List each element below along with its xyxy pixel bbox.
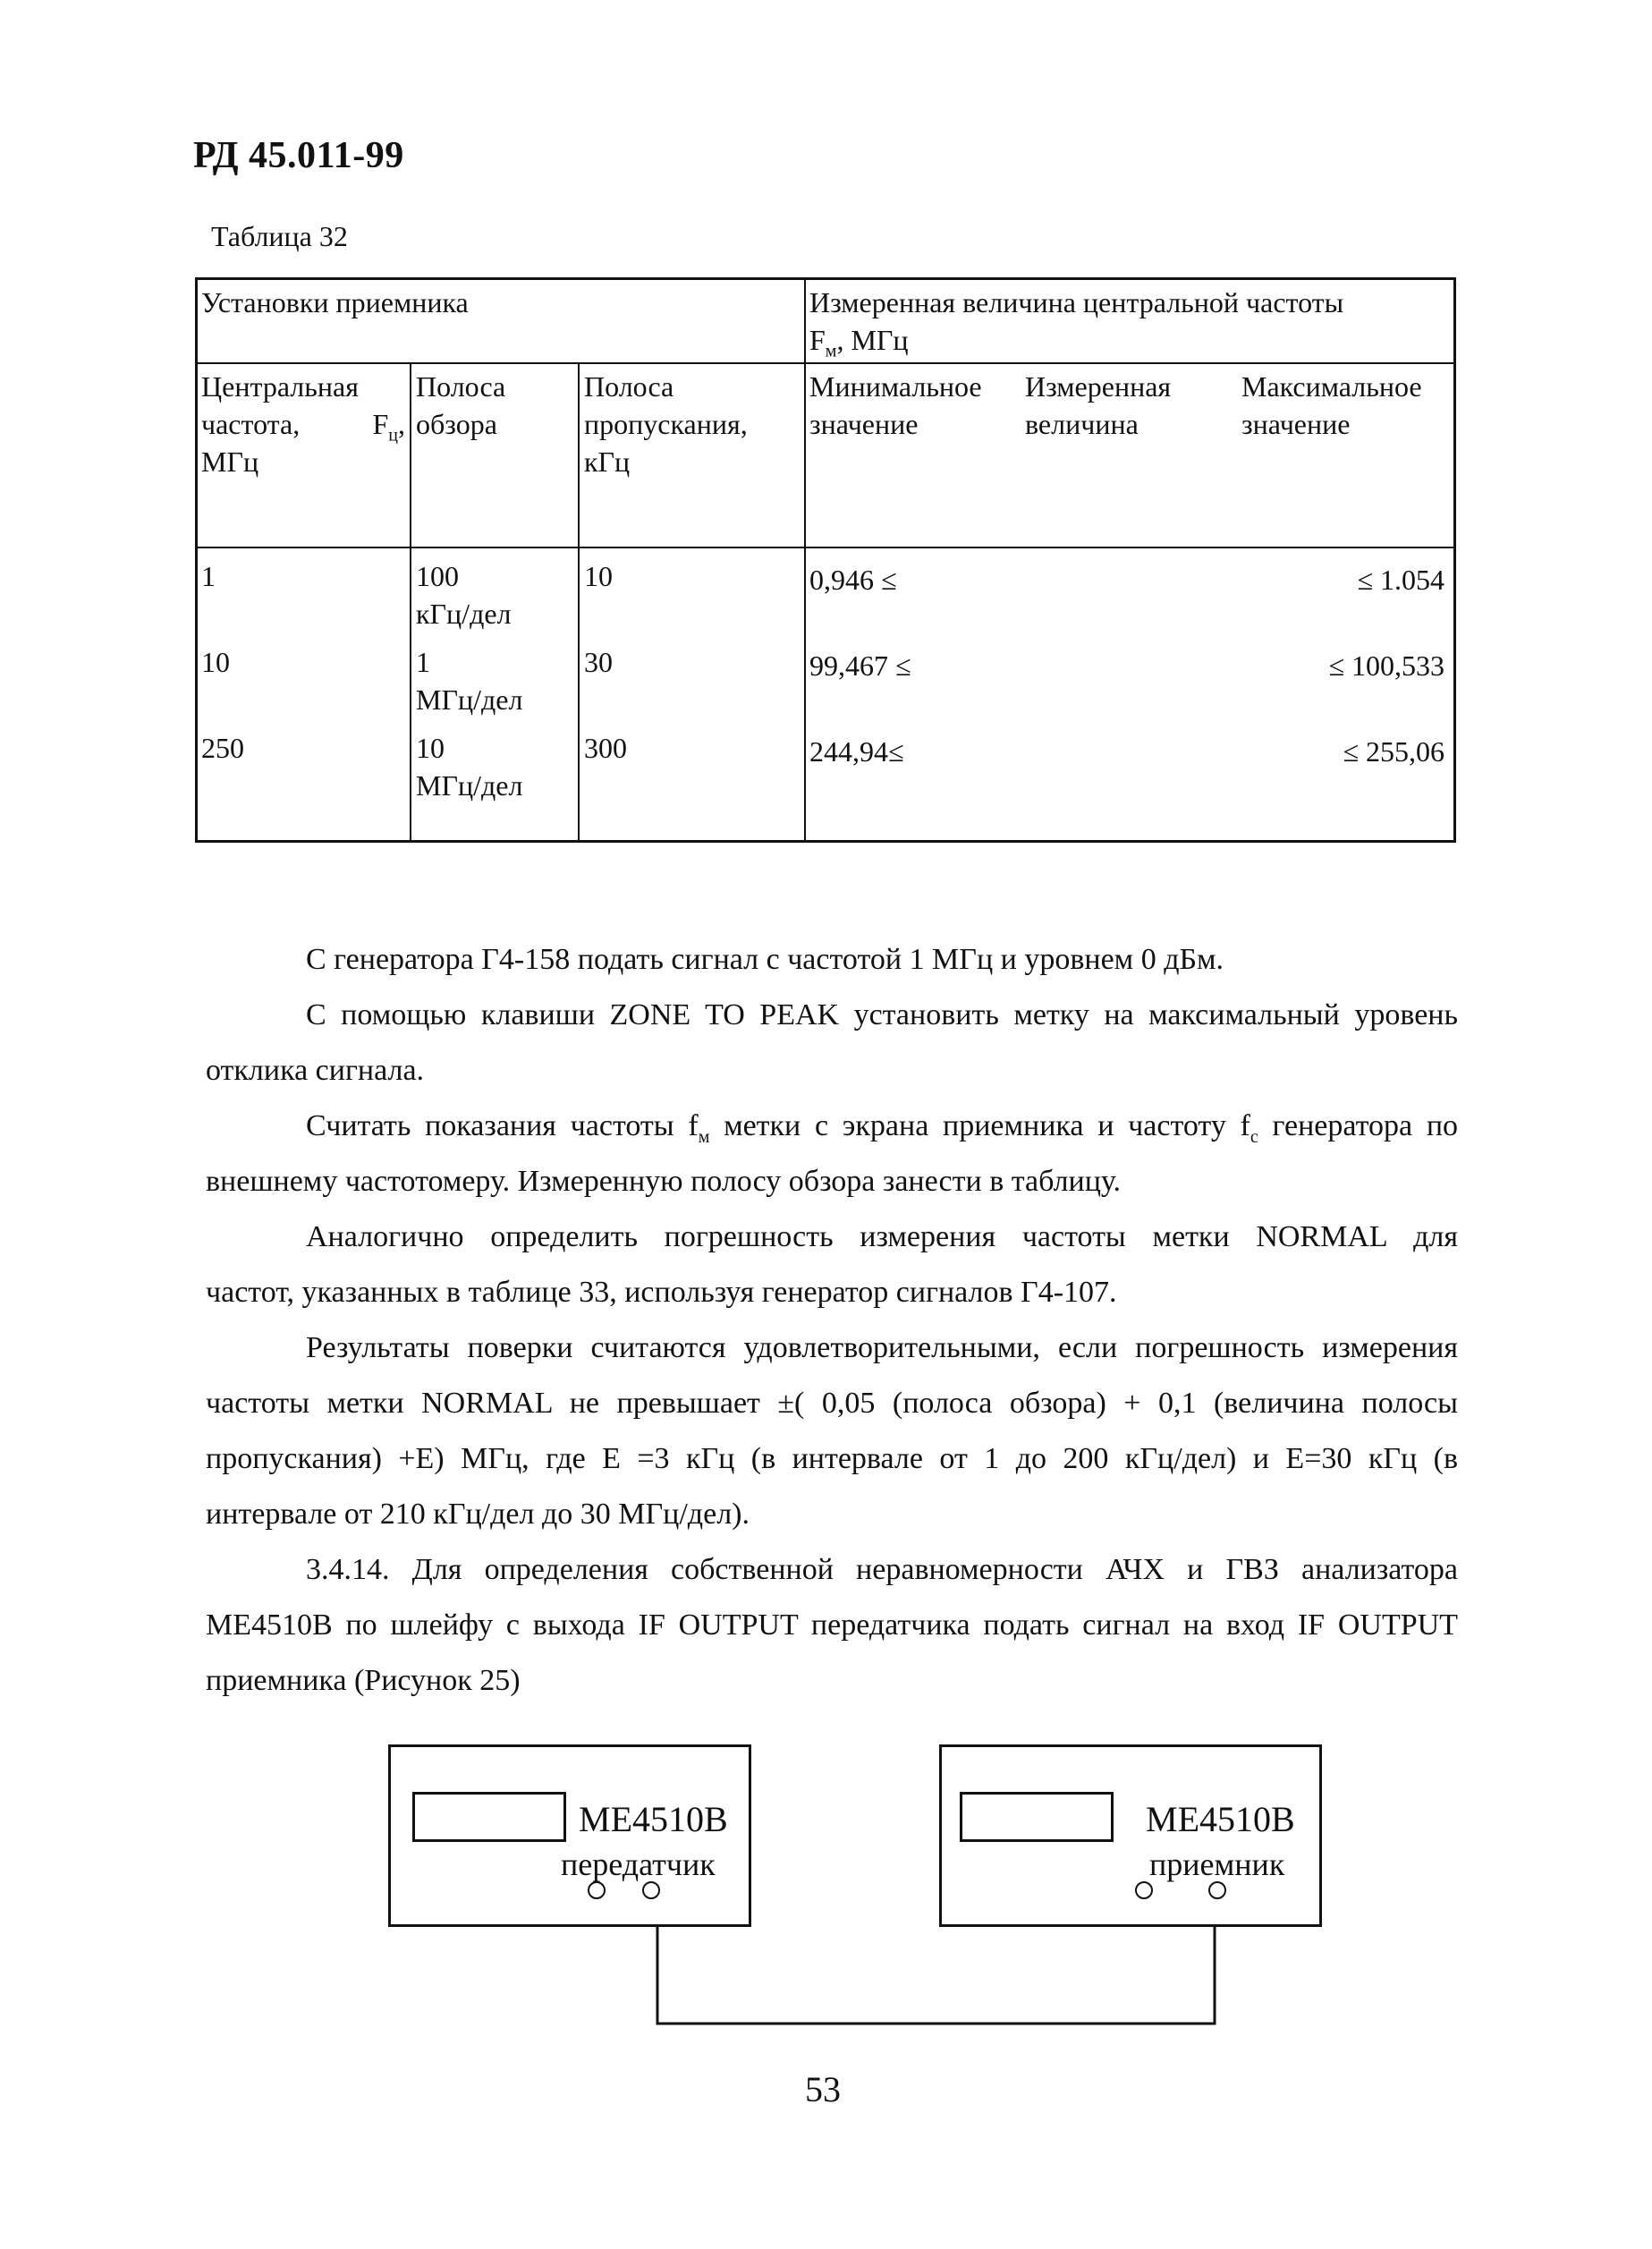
receiver-screen [960, 1792, 1114, 1842]
col-min-line1: Минимальное [809, 370, 982, 403]
row3-span-line2: МГц/дел [416, 769, 523, 802]
paragraph-5-line1: Результаты поверки считаются удовлетворительными, если погрешность измерения [306, 1331, 1458, 1364]
receiver-role: приемник [1149, 1846, 1285, 1882]
paragraph-6-line2: МЕ4510В по шлейфу с выхода IF OUTPUT передатчика подать сигнал на вход IF OUTPUT [206, 1608, 1458, 1642]
transmitter-port-1 [588, 1881, 606, 1899]
document-code: РД 45.011-99 [193, 135, 404, 176]
col-bw-line2: пропускания, [584, 408, 748, 440]
header-measured-line2: $F_м$, МГц [809, 324, 909, 361]
row1-center: 1 [201, 560, 216, 592]
row2-min: 99,467 ≤ [809, 649, 911, 682]
col-min-line2: значение [809, 408, 919, 440]
paragraph-3-line2: внешнему частотомеру. Измеренную полосу обзора занести в таблицу. [206, 1165, 1122, 1198]
paragraph-2-line2: отклика сигнала. [206, 1054, 425, 1087]
paragraph-2-line1: С помощью клавиши ZONE TO PEAK установить метку на максимальный уровень [306, 998, 1458, 1031]
paragraph-5-line3: пропускания) +Е) МГц, где Е =3 кГц (в интервале от 1 до 200 кГц/дел) и Е=30 кГц (в [206, 1442, 1458, 1475]
transmitter-name: МЕ4510В [579, 1799, 728, 1839]
transmitter-screen [412, 1792, 566, 1842]
receiver-port-1 [1135, 1881, 1153, 1899]
row3-max: ≤ 255,06 [1343, 735, 1444, 768]
header-measured-line1: Измеренная величина центральной частоты [809, 286, 1344, 318]
col-span-line1: Полоса [416, 370, 506, 403]
transmitter-if-output-port [642, 1881, 660, 1899]
paragraph-4-line1: Аналогично определить погрешность измерения частоты метки NORMAL для [306, 1220, 1458, 1253]
page-number: 53 [805, 2069, 841, 2109]
table-caption: Таблица 32 [211, 220, 348, 252]
row3-span-line1: 10 [416, 732, 445, 764]
col-measured-line2: величина [1025, 408, 1139, 440]
paragraph-4-line2: частот, указанных в таблице 33, используя генератор сигналов Г4-107. [206, 1276, 1117, 1309]
row1-span-line1: 100 [416, 560, 459, 592]
row1-min: 0,946 ≤ [809, 564, 897, 596]
col-max-line2: значение [1241, 408, 1351, 440]
paragraph-5-line2: частоты метки NORMAL не превышает ±( 0,05 (полоса обзора) + 0,1 (величина полосы [206, 1387, 1458, 1420]
paragraph-1: С генератора Г4-158 подать сигнал с частотой 1 МГц и уровнем 0 дБм. [306, 943, 1224, 976]
row1-span-line2: кГц/дел [416, 598, 512, 630]
row3-bandwidth: 300 [584, 732, 627, 764]
row2-center: 10 [201, 646, 230, 678]
row3-min: 244,94≤ [809, 735, 904, 768]
row1-bandwidth: 10 [584, 560, 613, 592]
col-center-line1: Центральная [201, 370, 359, 403]
transmitter-role: передатчик [561, 1846, 716, 1882]
row2-max: ≤ 100,533 [1328, 649, 1444, 682]
row2-bandwidth: 30 [584, 646, 613, 678]
col-span-line2: обзора [416, 408, 497, 440]
paragraph-5-line4: интервале от 210 кГц/дел до 30 МГц/дел). [206, 1498, 750, 1531]
row2-span-line2: МГц/дел [416, 683, 523, 716]
col-bw-line3: кГц [584, 446, 631, 478]
paragraph-3-line1: Считать показания частоты $f_м$ метки с экрана приемника и частоту $f_с$ генератора по [306, 1109, 1459, 1147]
receiver-device [939, 1744, 1322, 1927]
header-receiver-settings: Установки приемника [201, 286, 469, 318]
col-bw-line1: Полоса [584, 370, 674, 403]
row2-span-line1: 1 [416, 646, 430, 678]
receiver-name: МЕ4510В [1146, 1799, 1295, 1839]
paragraph-6-line1: 3.4.14. Для определения собственной неравномерности АЧХ и ГВЗ анализатора [306, 1553, 1458, 1586]
col-center-line3: МГц [201, 446, 259, 478]
receiver-if-output-port [1208, 1881, 1226, 1899]
col-measured-line1: Измеренная [1025, 370, 1172, 403]
row1-max: ≤ 1.054 [1357, 564, 1444, 596]
paragraph-6-line3: приемника (Рисунок 25) [206, 1664, 521, 1697]
col-max-line1: Максимальное [1241, 370, 1422, 403]
transmitter-device [388, 1744, 751, 1927]
row3-center: 250 [201, 732, 244, 764]
col-center-line2: частота, $F_ц$, [201, 408, 405, 446]
